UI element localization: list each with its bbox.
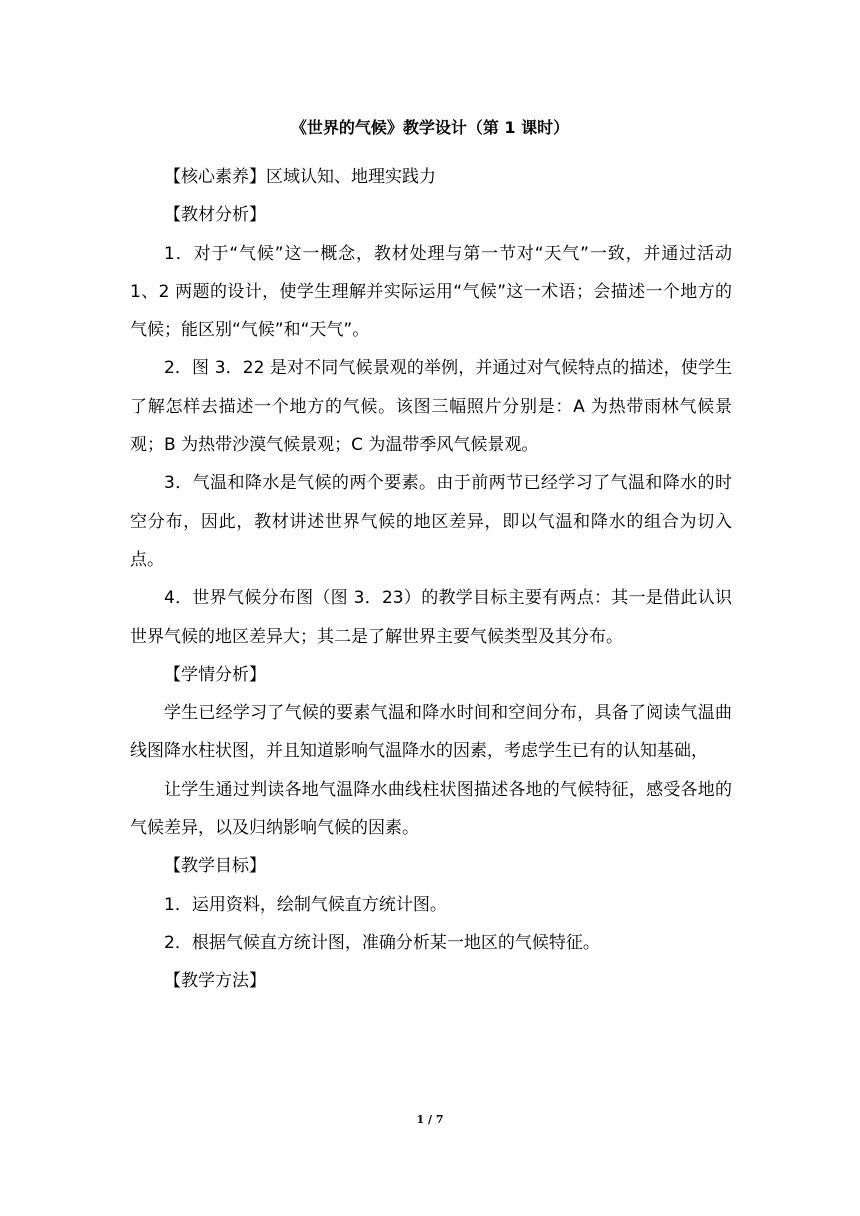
section-heading-textbook-analysis: 【教材分析】 <box>164 205 266 226</box>
section-heading-teaching-objectives: 【教学目标】 <box>164 856 266 877</box>
textbook-analysis-point-1: 1．对于“气候”这一概念，教材处理与第一节对“天气”一致，并通过活动 1、2 两题的设计，使学生理解并实际运用“气候”这一术语；会描述一个地方的气候；能区别“气候”和“天气”。 <box>130 243 732 341</box>
teaching-objective-1: 1．运用资料，绘制气候直方统计图。 <box>164 894 447 915</box>
core-literacy-line: 【核心素养】区域认知、地理实践力 <box>164 167 436 187</box>
textbook-analysis-point-4: 4．世界气候分布图（图 3．23）的教学目标主要有两点：其一是借此认识世界气候的地区差异大；其二是了解世界主要气候类型及其分布。 <box>130 588 732 647</box>
teaching-objective-2: 2．根据气候直方统计图，准确分析某一地区的气候特征。 <box>164 932 600 953</box>
page-number: 1 / 7 <box>416 1113 444 1126</box>
document-title: 《世界的气候》教学设计（第 1 课时） <box>290 118 570 137</box>
section-heading-teaching-methods: 【教学方法】 <box>164 971 266 992</box>
section-heading-learner-analysis: 【学情分析】 <box>164 664 266 685</box>
learner-analysis-paragraph-2: 让学生通过判读各地气温降水曲线柱状图描述各地的气候特征，感受各地的气候差异，以及归纳影响气候的因素。 <box>130 779 732 839</box>
textbook-analysis-point-2: 2．图 3．22 是对不同气候景观的举例，并通过对气候特点的描述，使学生了解怎样去描述一个地方的气候。该图三幅照片分别是：A 为热带雨林气候景观；B 为热带沙漠气候景观；C 为温带季风气候景观。 <box>130 358 732 456</box>
textbook-analysis-point-3: 3．气温和降水是气候的两个要素。由于前两节已经学习了气温和降水的时空分布，因此，教材讲述世界气候的地区差异，即以气温和降水的组合为切入点。 <box>130 473 732 570</box>
document-body <box>130 158 732 1001</box>
learner-analysis-paragraph-1: 学生已经学习了气候的要素气温和降水时间和空间分布，具备了阅读气温曲线图降水柱状图，并且知道影响气温降水的因素，考虑学生已有的认知基础， <box>130 703 732 762</box>
